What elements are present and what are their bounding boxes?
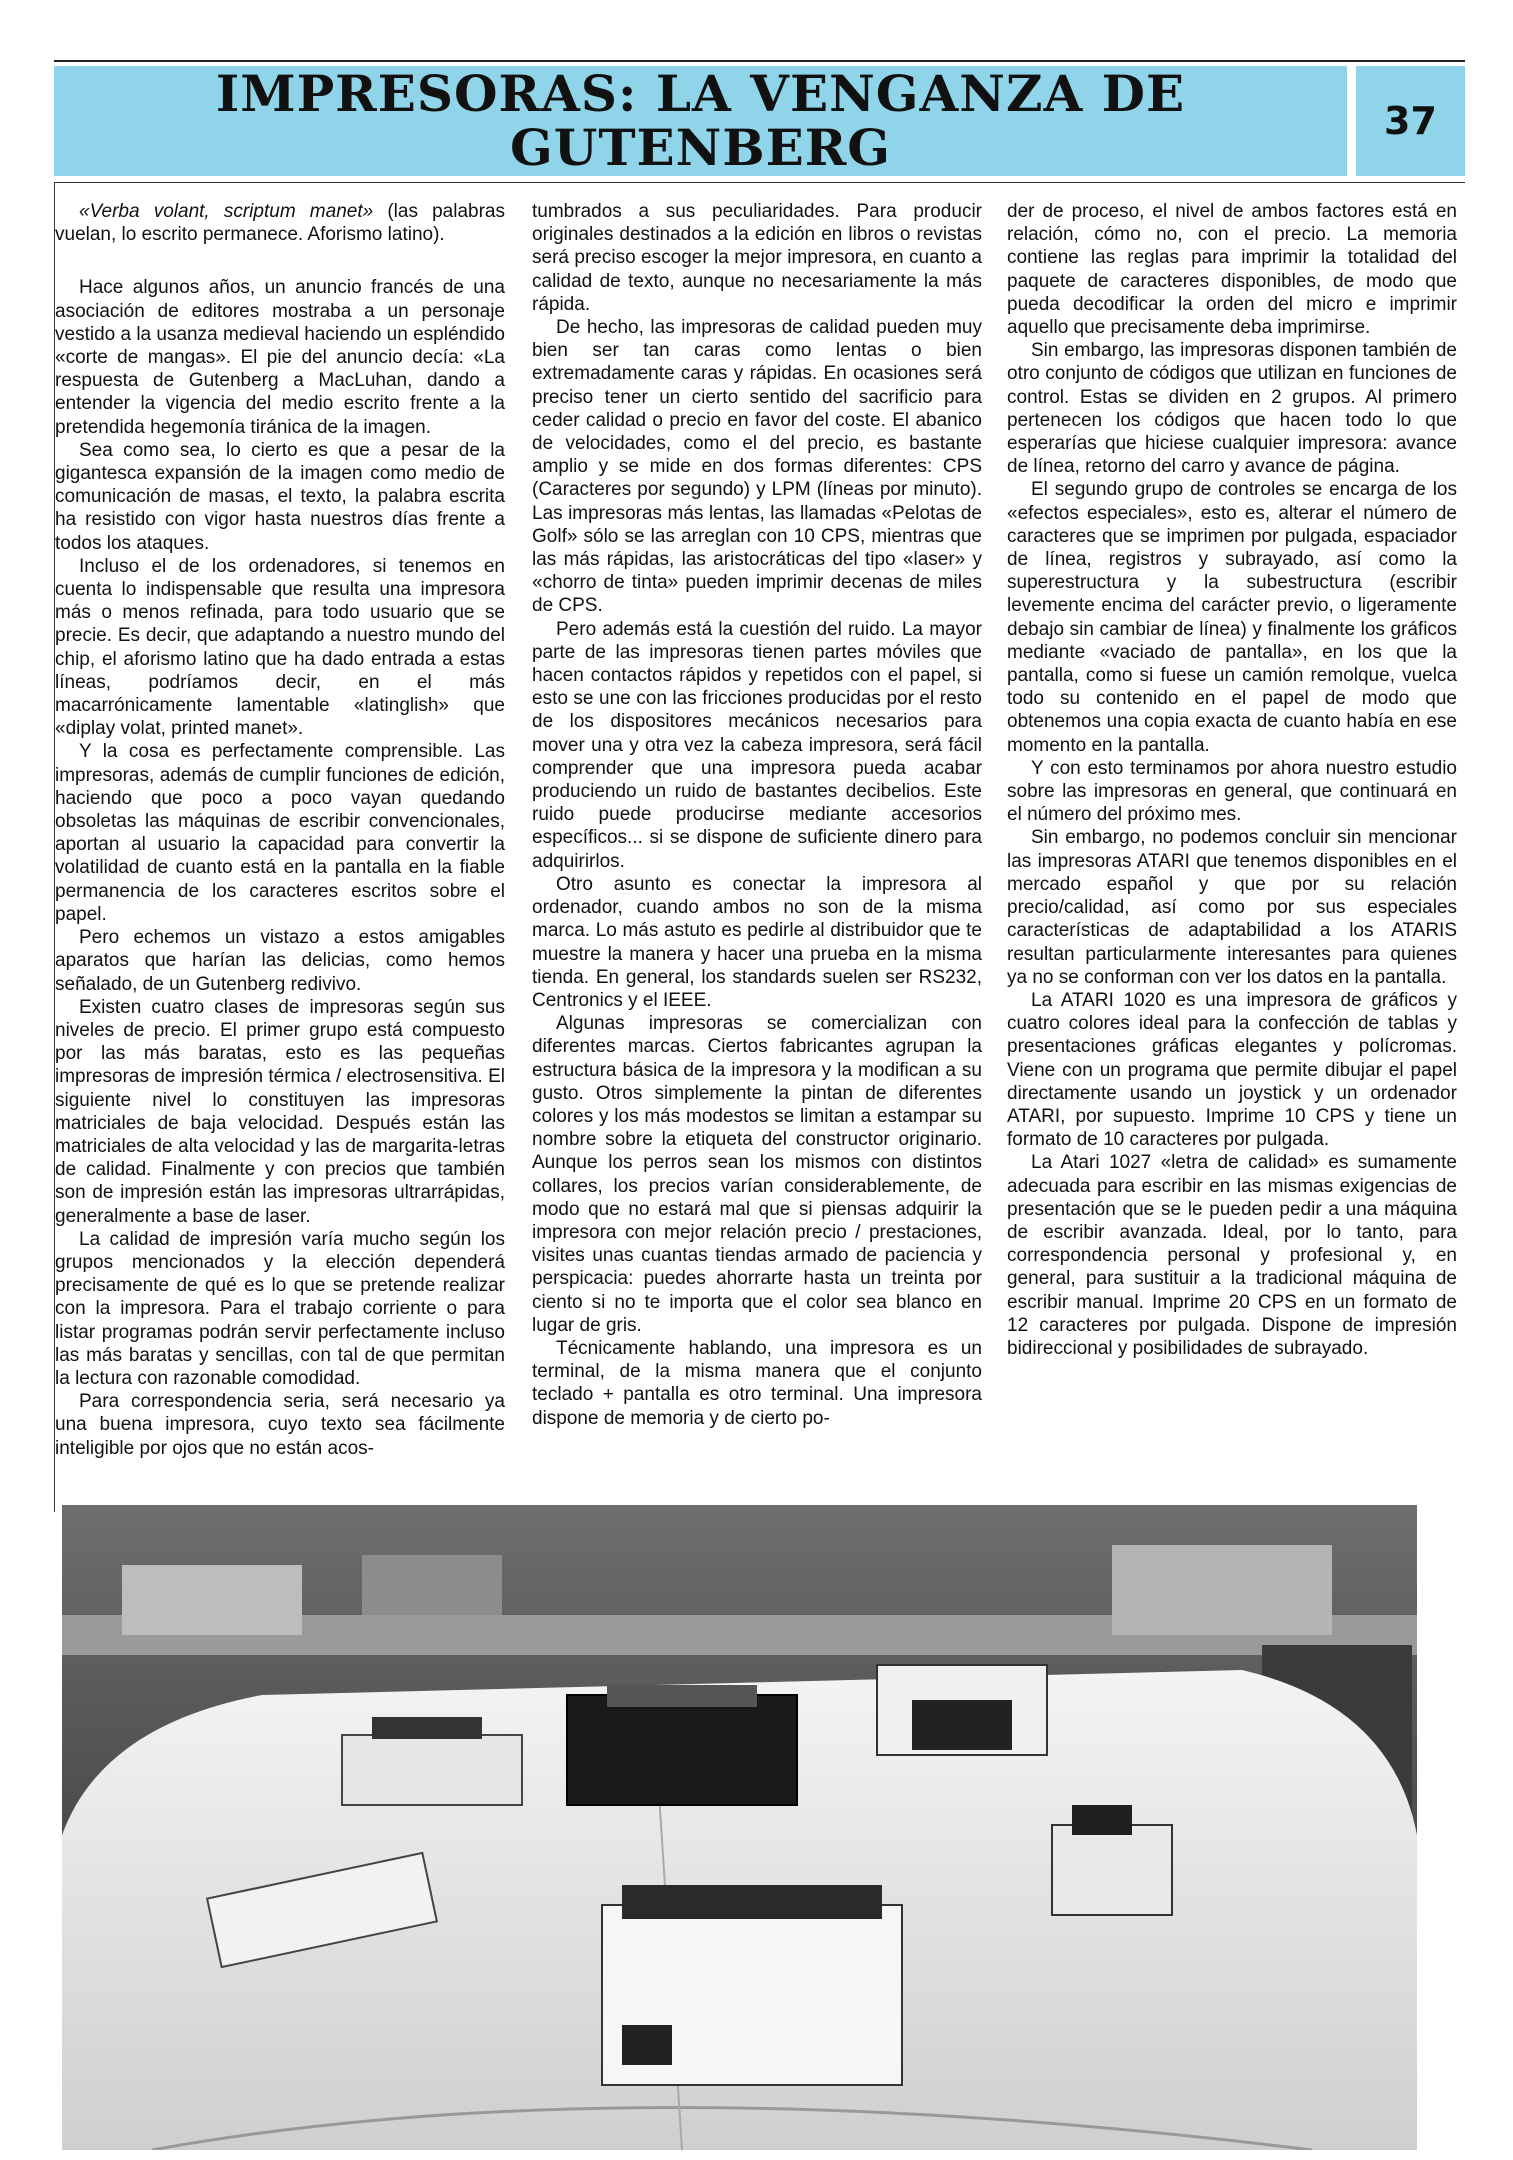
- paragraph: Existen cuatro clases de impresoras según sus niveles de precio. El primer grupo está compuesto por las más baratas, esto es las pequeñas impresoras de impresión térmica / electrosensitiva. El siguiente nivel lo constituyen las impresoras matriciales de baja velocidad. Después están las matriciales de alta velocidad y las de margarita-letras de calidad. Finalmente y con precios que también son de impresión están las impresoras ultrarrápidas, generalmente a base de laser.: [55, 996, 505, 1227]
- paragraph: Hace algunos años, un anuncio francés de una asociación de editores mostraba a un personaje vestido a la usanza medieval haciendo un espléndido «corte de mangas». El pie del anuncio decía: «La respuesta de Gutenberg a MacLuhan, dando a entender la vigencia del medio escrito frente a la pretendida hegemonía tiránica de la imagen.: [55, 277, 505, 438]
- paragraph: La ATARI 1020 es una impresora de gráficos y cuatro colores ideal para la confección de tablas y presentaciones gráficas elegantes y polícromas. Viene con un programa que permite dibujar el papel directamente usando un joystick y un ordenador ATARI, por supuesto. Imprime 10 CPS y tiene un formato de 10 caracteres por pulgada.: [1007, 989, 1457, 1151]
- page-number: 37: [1356, 66, 1465, 176]
- paragraph: La Atari 1027 «letra de calidad» es sumamente adecuada para escribir en las mismas exigencias de presentación que se le pueden pedir a una máquina de escribir avanzada. Ideal, por lo tanto, para correspondencia personal y profesional y, en general, para sustituir a la tradicional máquina de escribir manual. Imprime 20 CPS en un formato de 12 caracteres por pulgada. Dispone de impresión bidireccional y posibilidades de subrayado.: [1007, 1152, 1457, 1359]
- printers-illustration: [62, 1505, 1417, 2150]
- paragraph: Sea como sea, lo cierto es que a pesar de la gigantesca expansión de la imagen como medio de comunicación de masas, el texto, la palabra escrita ha resistido con vigor hasta nuestros días frente a todos los ataques.: [55, 439, 505, 554]
- paragraph: Otro asunto es conectar la impresora al ordenador, cuando ambos no son de la misma marca. Lo más astuto es pedirle al distribuidor que te muestre la manera y hacer una prueba en la misma tienda. En general, los standards suelen ser RS232, Centronics y el IEEE.: [532, 873, 982, 1011]
- title-line-1: IMPRESORAS: LA VENGANZA DE: [215, 64, 1186, 123]
- paragraph: Y con esto terminamos por ahora nuestro estudio sobre las impresoras en general, que continuará en el número del próximo mes.: [1007, 757, 1457, 826]
- paragraph: Sin embargo, las impresoras disponen también de otro conjunto de códigos que utilizan en funciones de control. Estas se dividen en 2 grupos. Al primero pertenecen los códigos que hacen todo lo que esperarías que hiciese cualquier impresora: avance de línea, retorno del carro y avance de página.: [1007, 340, 1457, 478]
- page-title: [215, 64, 1186, 177]
- epigraph-rest: (las palabras vuelan, lo escrito permanece. Aforismo latino).: [55, 201, 505, 246]
- printer-1: [342, 1735, 522, 1805]
- article-column-2: [532, 200, 982, 1500]
- printer-6: [1052, 1825, 1172, 1915]
- paragraph: Algunas impresoras se comercializan con diferentes marcas. Ciertos fabricantes agrupan la estructura básica de la impresora y la modifican a su gusto. Otros simplemente la pintan de diferentes colores y los más modestos se limitan a estampar su nombre sobre la etiqueta del constructor originario. Aunque los perros sean los mismos con distintos collares, los precios varían considerablemente, de modo que no estará mal que si piensas adquirir la impresora con mejor relación precio / prestaciones, visites unas cuantas tiendas armado de paciencia y perspicacia: puedes ahorrarte hasta un treinta por ciento si no te importa que el color sea blanco en lugar de gris.: [532, 1013, 982, 1336]
- title-line-2: GUTENBERG: [510, 118, 891, 177]
- paragraph: Incluso el de los ordenadores, si tenemos en cuenta lo indispensable que resulta una impresora más o menos refinada, para todo usuario que se precie. Es decir, que adaptando a nuestro mundo del chip, el aforismo latino que ha dado entrada a estas líneas, podríamos decir, en el más macarrónicamente lamentable «latinglish» que «diplay volat, printed manet».: [55, 555, 505, 740]
- epigraph-quote: «Verba volant, scriptum manet»: [79, 201, 374, 222]
- paragraph: Y la cosa es perfectamente comprensible. Las impresoras, además de cumplir funciones de edición, haciendo que poco a poco vayan quedando obsoletas las máquinas de escribir convencionales, aportan al usuario la capacidad para convertir la volatilidad de cuanto está en la pantalla en la fiable permanencia de los caracteres escritos sobre el papel.: [55, 741, 505, 925]
- paragraph: De hecho, las impresoras de calidad pueden muy bien ser tan caras como lentas o bien extremadamente caras y rápidas. En ocasiones será preciso tener un cierto sentido del sacrificio para ceder calidad o precio en favor del coste. El abanico de velocidades, como el del precio, es bastante amplio y se mide en dos formas diferentes: CPS (Caracteres por segundo) y LPM (líneas por minuto). Las impresoras más lentas, las llamadas «Pelotas de Golf» sólo se las arreglan con 10 CPS, mientras que las más rápidas, las aristocráticas del tipo «laser» y «chorro de tinta» pueden imprimir decenas de miles de CPS.: [532, 317, 982, 617]
- printers-photo: [62, 1505, 1417, 2150]
- paragraph: Pero echemos un vistazo a estos amigables aparatos que harían las delicias, como hemos señalado, de un Gutenberg redivivo.: [55, 927, 505, 995]
- paragraph: Para correspondencia seria, será necesario ya una buena impresora, cuyo texto sea fácilmente inteligible por ojos que no están acos-: [55, 1391, 505, 1459]
- printer-2: [567, 1695, 797, 1805]
- frame-top-rule: [54, 182, 1465, 183]
- title-banner: [54, 66, 1347, 176]
- paragraph: Pero además está la cuestión del ruido. La mayor parte de las impresoras tienen partes móviles que hacen contactos rápidos y repetidos con el papel, si esto se une con las fricciones producidas por el resto de los dispositores mecánicos necesarios para mover una y otra vez la cabeza impresora, será fácil comprender que una impresora pueda acabar produciendo un ruido de bastantes decibelios. Este ruido puede producirse mediante accesorios específicos... si se dispone de suficiente dinero para adquirirlos.: [532, 618, 982, 872]
- epigraph: [55, 200, 505, 246]
- article-column-3: [1007, 200, 1457, 1500]
- top-rule: [54, 60, 1465, 62]
- paragraph: der de proceso, el nivel de ambos factores está en relación, cómo no, con el precio. La memoria contiene las reglas para imprimir la totalidad del paquete de caracteres disponibles, de modo que pueda decodificar la orden del micro e imprimir aquello que precisamente deba imprimirse.: [1007, 201, 1457, 339]
- paragraph: Sin embargo, no podemos concluir sin mencionar las impresoras ATARI que tenemos disponibles en el mercado español y que por su relación precio/calidad, así como por sus especiales características de adaptabilidad a los ATARIS resultan particularmente interesantes para quienes ya no se conforman con ver los datos en la pantalla.: [1007, 827, 1457, 988]
- paragraph: El segundo grupo de controles se encarga de los «efectos especiales», esto es, alterar el número de caracteres que se imprimen por pulgada, espaciador de línea, registros y subrayado, así como la superestructura y la subestructura (escribir levemente encima del carácter previo, o ligeramente debajo sin cambiar de línea) y finalmente los gráficos mediante «vaciado de pantalla», en los que la pantalla, como si fuese un camión remolque, vuelca todo su contenido en el papel de modo que obtenemos una copia exacta de cuanto había en ese momento en la pantalla.: [1007, 479, 1457, 756]
- paragraph: tumbrados a sus peculiaridades. Para producir originales destinados a la edición en libros o revistas será preciso escoger la mejor impresora, en cuanto a calidad de texto, aunque no necesariamente la más rápida.: [532, 201, 982, 315]
- paragraph: La calidad de impresión varía mucho según los grupos mencionados y la elección dependerá precisamente de qué es lo que se pretende realizar con la impresora. Para el trabajo corriente o para listar programas podrán servir perfectamente incluso las más baratas y sencillas, con tal de que permitan la lectura con razonable comodidad.: [55, 1228, 505, 1389]
- article-column-1: [55, 200, 505, 1500]
- paragraph: Técnicamente hablando, una impresora es un terminal, de la misma manera que el conjunto teclado + pantalla es otro terminal. Una impresora dispone de memoria y de cierto po-: [532, 1337, 982, 1429]
